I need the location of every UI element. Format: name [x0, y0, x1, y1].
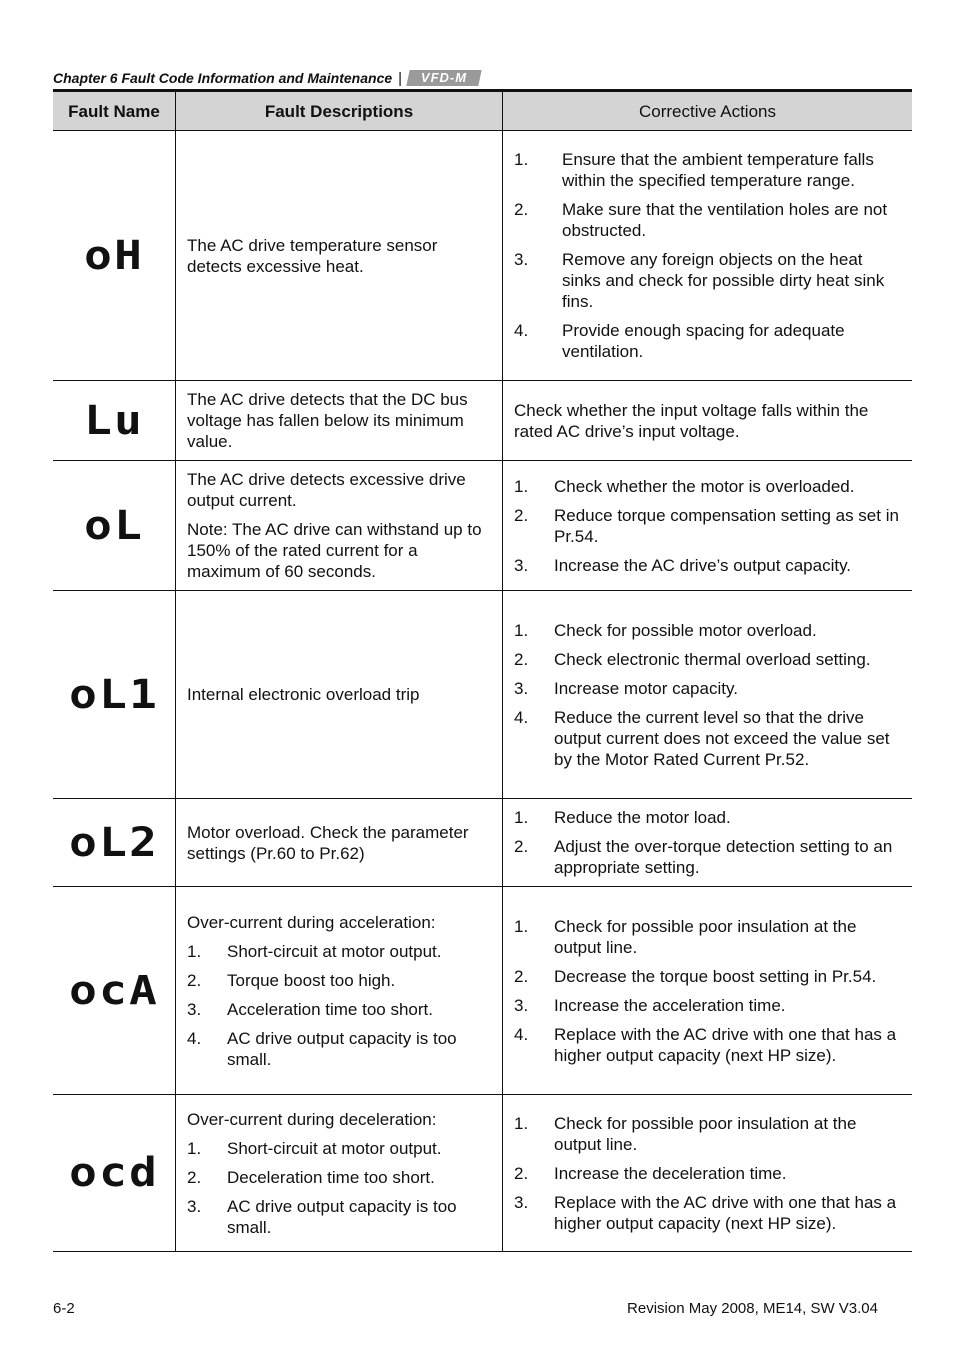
- list-item-number: 1.: [187, 941, 202, 961]
- list-item-number: 4.: [514, 1024, 529, 1044]
- list-item-number: 1.: [514, 808, 529, 827]
- table-row: [53, 799, 912, 887]
- list-item-text: AC drive output capacity is too small.: [227, 1196, 457, 1237]
- column-header-fault-descriptions: Fault Descriptions: [176, 91, 503, 131]
- description-text: Internal electronic overload trip: [187, 685, 420, 704]
- list-item: [514, 678, 902, 699]
- fault-code-cell: [53, 381, 176, 461]
- column-header-fault-name: Fault Name: [53, 91, 176, 131]
- list-item-number: 2.: [514, 966, 529, 986]
- table-row: [53, 591, 912, 799]
- list-item: [187, 1196, 492, 1238]
- logo-text: VFD-M: [420, 70, 468, 85]
- list-item: [187, 1167, 492, 1188]
- fault-code-display: ocA: [69, 967, 159, 1014]
- revision-info: Revision May 2008, ME14, SW V3.04: [627, 1300, 878, 1317]
- list-item: [514, 649, 902, 670]
- fault-table-body: [53, 131, 912, 1252]
- list-item: [514, 1192, 902, 1234]
- description-list: [187, 1138, 492, 1238]
- fault-code-cell: [53, 131, 176, 381]
- fault-code-display: oH: [83, 232, 144, 279]
- list-item: [187, 941, 492, 962]
- corrective-actions-cell: [503, 131, 913, 381]
- fault-code-cell: [53, 591, 176, 799]
- list-item: [187, 999, 492, 1020]
- list-item-text: Check whether the motor is overloaded.: [554, 476, 855, 496]
- fault-code-display: oL2: [69, 819, 159, 866]
- list-item-number: 2.: [514, 1163, 529, 1183]
- list-item-number: 1.: [514, 476, 529, 496]
- list-item-number: 2.: [514, 837, 529, 856]
- table-row: [53, 131, 912, 381]
- list-item-number: 2.: [514, 649, 529, 669]
- list-item-text: Check for possible motor overload.: [554, 620, 817, 640]
- corrective-actions-cell: [503, 887, 913, 1095]
- list-item-text: Check electronic thermal overload setting.: [554, 649, 871, 669]
- list-item-number: 1.: [514, 620, 529, 640]
- list-item-text: Remove any foreign objects on the heat sinks and check for possible dirty heat sink fins.: [562, 250, 885, 311]
- list-item-text: Check for possible poor insulation at the output line.: [554, 1113, 857, 1154]
- list-item: [187, 1138, 492, 1159]
- corrective-actions-cell: [503, 381, 913, 461]
- chapter-title: Chapter 6 Fault Code Information and Maintenance: [53, 70, 393, 86]
- list-item: [514, 807, 902, 828]
- corrective-actions-cell: [503, 591, 913, 799]
- list-item-number: 1.: [514, 916, 529, 936]
- list-item: [514, 966, 902, 987]
- list-item: [514, 916, 902, 958]
- list-item-number: 4.: [514, 321, 529, 340]
- list-item: [514, 1163, 902, 1184]
- list-item-number: 2.: [514, 200, 529, 219]
- list-item-text: Increase the AC drive’s output capacity.: [554, 555, 852, 575]
- fault-description-cell: [176, 1095, 503, 1252]
- list-item: [514, 320, 902, 362]
- list-item-text: Deceleration time too short.: [227, 1167, 435, 1187]
- fault-code-cell: [53, 461, 176, 591]
- fault-code-cell: [53, 799, 176, 887]
- list-item-number: 4.: [514, 707, 529, 727]
- list-item-text: Increase motor capacity.: [554, 678, 738, 698]
- action-list: [514, 916, 902, 1066]
- list-item-text: Short-circuit at motor output.: [227, 1138, 442, 1158]
- fault-code-display: oL1: [69, 671, 159, 718]
- list-item-text: Reduce torque compensation setting as set in Pr.54.: [554, 505, 899, 546]
- list-item-text: Adjust the over-torque detection setting to an appropriate setting.: [554, 837, 893, 877]
- list-item: [514, 505, 902, 547]
- list-item: [514, 199, 902, 241]
- list-item: [514, 249, 902, 312]
- fault-table: [53, 89, 912, 1252]
- table-row: [53, 381, 912, 461]
- fault-code-display: ocd: [69, 1150, 159, 1196]
- action-list: [514, 620, 902, 770]
- page-number: 6-2: [53, 1300, 75, 1317]
- list-item: [514, 476, 902, 497]
- list-item-number: 3.: [514, 995, 529, 1015]
- list-item-text: Acceleration time too short.: [227, 999, 433, 1019]
- list-item-number: 3.: [514, 555, 529, 575]
- list-item-text: Ensure that the ambient temperature falls within the specified temperature range.: [562, 150, 874, 190]
- description-text: The AC drive detects that the DC bus voltage has fallen below its minimum value.: [187, 390, 468, 451]
- list-item-text: Decrease the torque boost setting in Pr.54.: [554, 966, 877, 986]
- description-list: [187, 941, 492, 1070]
- list-item-number: 1.: [187, 1138, 202, 1158]
- corrective-actions-cell: [503, 461, 913, 591]
- list-item-text: Replace with the AC drive with one that has a higher output capacity (next HP size).: [554, 1192, 897, 1233]
- fault-description-cell: [176, 381, 503, 461]
- fault-code-display: oL: [83, 502, 144, 549]
- list-item: [514, 620, 902, 641]
- header-separator: |: [398, 69, 403, 87]
- description-text: Over-current during deceleration:: [187, 1109, 437, 1129]
- fault-code-cell: [53, 1095, 176, 1252]
- list-item-number: 1.: [514, 1113, 529, 1133]
- list-item-number: 2.: [187, 970, 202, 990]
- description-text: The AC drive temperature sensor detects excessive heat.: [187, 235, 438, 276]
- list-item: [514, 995, 902, 1016]
- list-item-number: 3.: [514, 678, 529, 698]
- action-list: [514, 476, 902, 576]
- list-item-number: 3.: [187, 999, 202, 1019]
- list-item: [514, 1024, 902, 1066]
- list-item-number: 2.: [514, 505, 529, 525]
- list-item-number: 4.: [187, 1028, 202, 1048]
- corrective-actions-cell: [503, 799, 913, 887]
- fault-code-display: Lu: [83, 397, 144, 444]
- list-item-text: Torque boost too high.: [227, 970, 396, 990]
- description-text: The AC drive detects excessive drive output current.: [187, 470, 466, 510]
- action-list: [514, 149, 902, 362]
- action-text: Check whether the input voltage falls within the rated AC drive’s input voltage.: [514, 400, 869, 441]
- list-item: [514, 555, 902, 576]
- table-row: [53, 461, 912, 591]
- list-item-text: Reduce the motor load.: [554, 808, 731, 827]
- list-item-number: 3.: [514, 1192, 529, 1212]
- list-item-text: AC drive output capacity is too small.: [227, 1028, 457, 1069]
- list-item-text: Check for possible poor insulation at the output line.: [554, 916, 857, 957]
- list-item: [514, 149, 902, 191]
- fault-description-cell: [176, 131, 503, 381]
- list-item-text: Increase the deceleration time.: [554, 1163, 787, 1183]
- list-item-text: Provide enough spacing for adequate ventilation.: [562, 321, 845, 361]
- table-row: [53, 887, 912, 1095]
- fault-description-cell: [176, 799, 503, 887]
- list-item-text: Reduce the current level so that the drive output current does not exceed the value set by the Motor Rated Current Pr.52.: [554, 707, 890, 769]
- list-item: [187, 1028, 492, 1070]
- fault-description-cell: [176, 887, 503, 1095]
- fault-description-cell: [176, 591, 503, 799]
- description-text: Motor overload. Check the parameter settings (Pr.60 to Pr.62): [187, 822, 469, 863]
- column-header-corrective-actions: Corrective Actions: [503, 91, 913, 131]
- list-item-text: Increase the acceleration time.: [554, 995, 786, 1015]
- fault-code-cell: [53, 887, 176, 1095]
- list-item-number: 2.: [187, 1167, 202, 1187]
- list-item: [514, 707, 902, 770]
- page-header: [53, 68, 480, 88]
- list-item-number: 3.: [514, 250, 529, 269]
- description-text: Over-current during acceleration:: [187, 912, 436, 932]
- list-item-text: Replace with the AC drive with one that has a higher output capacity (next HP size).: [554, 1024, 897, 1065]
- list-item: [187, 970, 492, 991]
- action-list: [514, 1113, 902, 1234]
- list-item-text: Make sure that the ventilation holes are not obstructed.: [562, 200, 888, 240]
- table-header-row: [53, 91, 912, 131]
- list-item-text: Short-circuit at motor output.: [227, 941, 442, 961]
- list-item: [514, 1113, 902, 1155]
- list-item-number: 1.: [514, 150, 529, 169]
- corrective-actions-cell: [503, 1095, 913, 1252]
- list-item: [514, 836, 902, 878]
- list-item-number: 3.: [187, 1196, 202, 1216]
- table-row: [53, 1095, 912, 1252]
- vfd-m-logo: [406, 70, 481, 86]
- fault-description-cell: [176, 461, 503, 591]
- action-list: [514, 807, 902, 878]
- description-text: Note: The AC drive can withstand up to 150% of the rated current for a maximum of 60 seconds.: [187, 520, 482, 581]
